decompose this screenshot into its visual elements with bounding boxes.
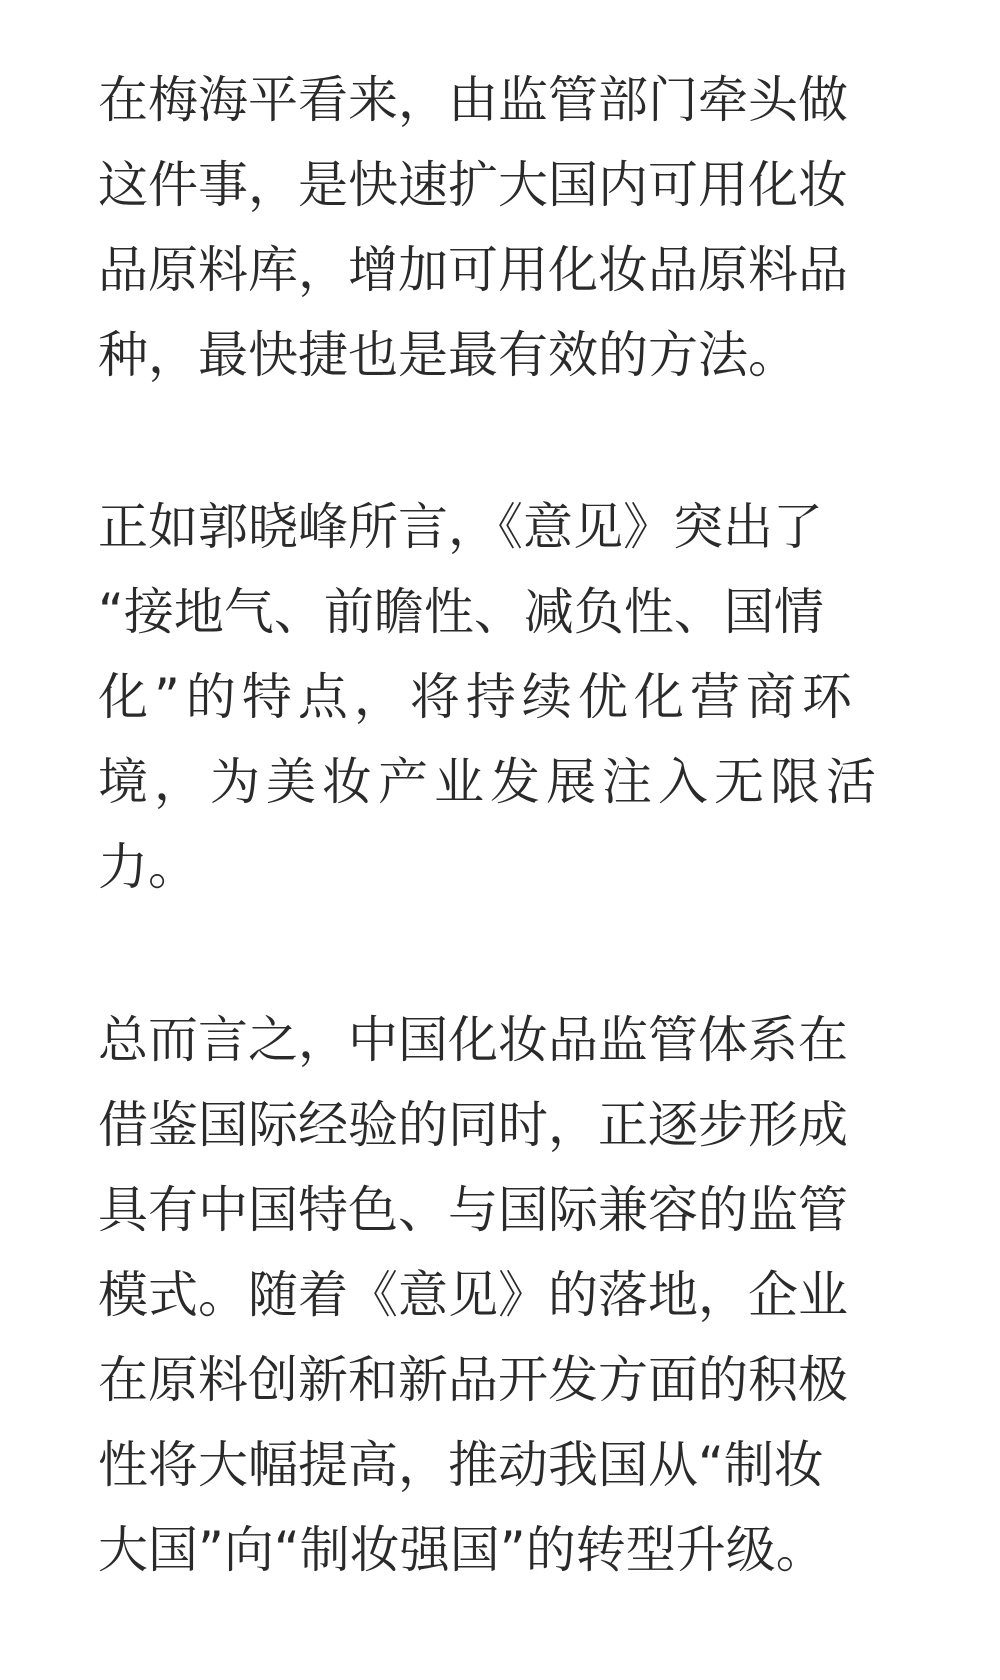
paragraph-3 <box>98 998 910 1593</box>
paragraph-line: 在梅海平看来，由监管部门牵头做 <box>98 71 848 129</box>
paragraph-line: 大国”向“制妆强国”的转型升级。 <box>98 1521 826 1579</box>
paragraph-line: 品原料库，增加可用化妆品原料品 <box>98 241 848 299</box>
paragraph-line: 在原料创新和新品开发方面的积极 <box>98 1351 848 1409</box>
paragraph-1 <box>98 58 910 398</box>
paragraph-line: 化”的特点，将持续优化营商环 <box>98 668 858 726</box>
paragraph-line: 正如郭晓峰所言，《意见》突出了 <box>98 498 823 556</box>
paragraph-line: 境，为美妆产业发展注入无限活 <box>98 753 882 811</box>
paragraph-line: 借鉴国际经验的同时，正逐步形成 <box>98 1096 848 1154</box>
paragraph-line: 模式。随着《意见》的落地，企业 <box>98 1266 848 1324</box>
paragraph-line: 种，最快捷也是最有效的方法。 <box>98 326 798 384</box>
paragraph-line: “接地气、前瞻性、减负性、国情 <box>98 583 824 641</box>
paragraph-spacer <box>98 398 910 485</box>
paragraph-line: 总而言之，中国化妆品监管体系在 <box>98 1011 848 1069</box>
paragraph-2 <box>98 485 910 910</box>
article-body <box>98 58 910 1593</box>
paragraph-line: 具有中国特色、与国际兼容的监管 <box>98 1181 848 1239</box>
paragraph-line: 这件事，是快速扩大国内可用化妆 <box>98 156 848 214</box>
paragraph-spacer <box>98 910 910 998</box>
paragraph-line: 力。 <box>98 838 198 896</box>
paragraph-line: 性将大幅提高，推动我国从“制妆 <box>98 1436 824 1494</box>
